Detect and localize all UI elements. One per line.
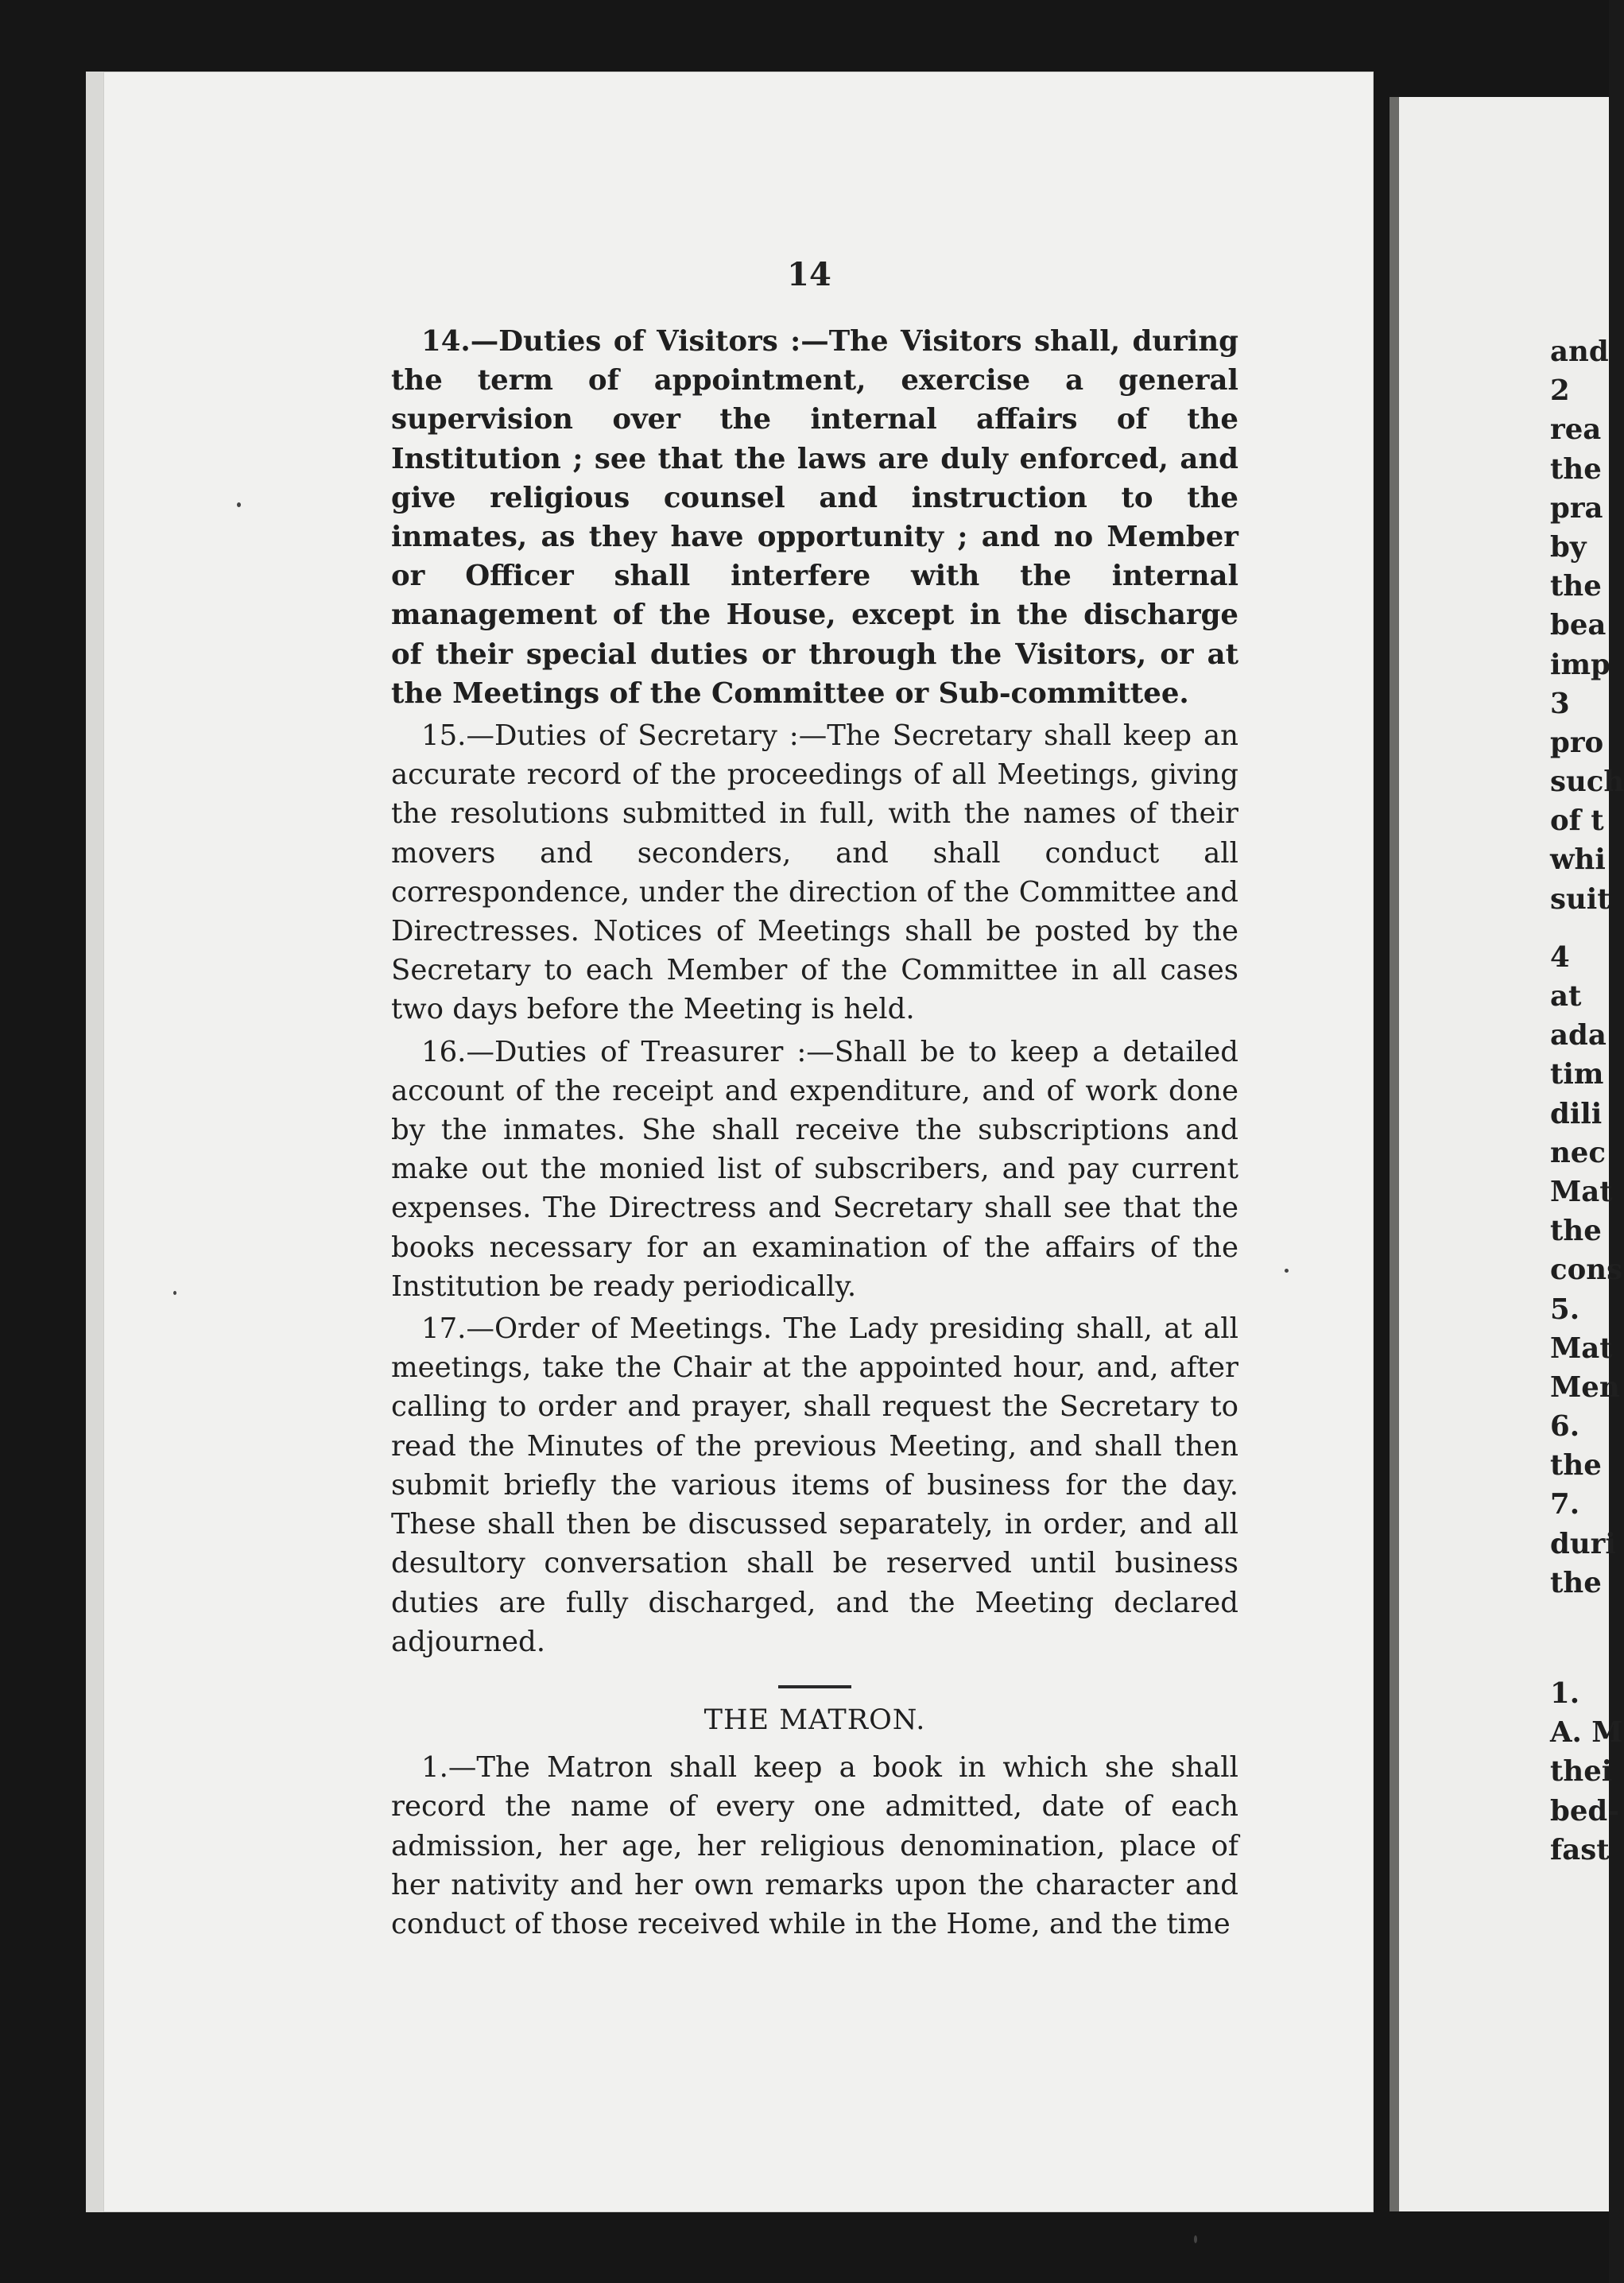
facing-line: 6.	[1550, 1410, 1580, 1444]
facing-line: the	[1550, 1215, 1602, 1248]
facing-line: rea	[1550, 413, 1602, 447]
facing-line: dili	[1550, 1097, 1603, 1130]
page-number	[0, 256, 1609, 293]
facing-line: the	[1550, 1566, 1602, 1599]
facing-line: ada	[1550, 1019, 1607, 1052]
facing-line: Mat	[1550, 1175, 1613, 1208]
facing-line: of t	[1550, 804, 1604, 838]
page-body	[391, 322, 1238, 1947]
facing-line: 4	[1550, 940, 1570, 974]
facing-line: fast	[1550, 1833, 1610, 1866]
facing-line: at	[1550, 980, 1582, 1013]
facing-page-text	[1550, 332, 1624, 1870]
facing-line: the	[1550, 570, 1602, 603]
paragraph-matron: 1.—The Matron shall keep a book in which she shall record the name of every one admitted, date of each admission, her age, her religious denomination, place of her nativity and her own remarks upon the character and conduct of those received while in the Home, and the time	[391, 1751, 1238, 1940]
facing-line: imp	[1550, 648, 1610, 681]
paragraph-treasurer: 16.—Duties of Treasurer :—Shall be to keep a detailed account of the receipt and expenditure, and of work done by the inmates. She shall receive the subscriptions and make out the monied list of subscribers, and pay current expenses. The Directress and Secretary shall see that the books necessary for an examination of the affairs of the Institution be ready periodically.	[391, 1035, 1238, 1303]
facing-line: 3	[1550, 687, 1570, 720]
facing-line: whi	[1550, 843, 1606, 877]
facing-line: bea	[1550, 609, 1607, 642]
facing-line: pro	[1550, 726, 1604, 759]
section-heading: THE MATRON.	[703, 1704, 926, 1736]
facing-line: suit	[1550, 882, 1610, 916]
page-number-text: 14	[787, 256, 831, 293]
paragraph-meetings: 17.—Order of Meetings. The Lady presiding shall, at all meetings, take the Chair at the appointed hour, and, after calling to order and prayer, shall request the Secretary to read the Minutes of the previous Meeting, and shall then submit briefly the various items of business for the day. These shall then be discussed separately, in order, and all desultory conversation shall be reserved until business duties are fully discharged, and the Meeting declared adjourned.	[391, 1312, 1238, 1658]
scan-speck	[1194, 2235, 1197, 2243]
facing-line: bed-	[1550, 1794, 1619, 1828]
facing-line: by	[1550, 530, 1587, 564]
facing-line: Mat	[1550, 1331, 1613, 1365]
facing-line: 5.	[1550, 1293, 1580, 1326]
scan-speck	[1285, 1269, 1289, 1273]
facing-line: 2	[1550, 374, 1570, 408]
facing-line: 1.	[1550, 1677, 1580, 1710]
facing-line: Men	[1550, 1370, 1620, 1404]
facing-line: A. M	[1550, 1716, 1623, 1750]
facing-line: nec	[1550, 1136, 1607, 1169]
facing-line: cons	[1550, 1254, 1623, 1287]
facing-line: the	[1550, 452, 1602, 486]
facing-line: and	[1550, 335, 1609, 368]
paragraph-visitors: 14.—Duties of Visitors :—The Visitors shall, during the term of appointment, exercise a general supervision over the internal affairs of the Institution ; see that the laws are duly enforced, and give religious counsel and instruction to the inmates, as they have opportunity ; and no Member or Officer shall interfere with the internal management of the House, except in the discharge of their special duties or through the Visitors, or at the Meetings of the Committee or Sub-committee.	[391, 325, 1238, 710]
facing-line: tim	[1550, 1058, 1604, 1091]
facing-line: 7.	[1550, 1488, 1580, 1521]
paragraph-secretary: 15.—Duties of Secretary :—The Secretary shall keep an accurate record of the proceedings of all Meetings, giving the resolutions submitted in full, with the names of their movers and seconders, and shall conduct all correspondence, under the direction of the Committee and Directresses. Notices of Meetings shall be posted by the Secretary to each Member of the Committee in all cases two days before the Meeting is held.	[391, 719, 1238, 1026]
facing-line: such	[1550, 766, 1624, 799]
facing-line: thei	[1550, 1755, 1613, 1789]
facing-line: pra	[1550, 491, 1603, 525]
section-divider	[778, 1685, 851, 1688]
scan-speck	[237, 502, 241, 507]
scan-speck	[173, 1291, 176, 1295]
facing-line: duri	[1550, 1527, 1616, 1560]
facing-line: the	[1550, 1449, 1602, 1483]
